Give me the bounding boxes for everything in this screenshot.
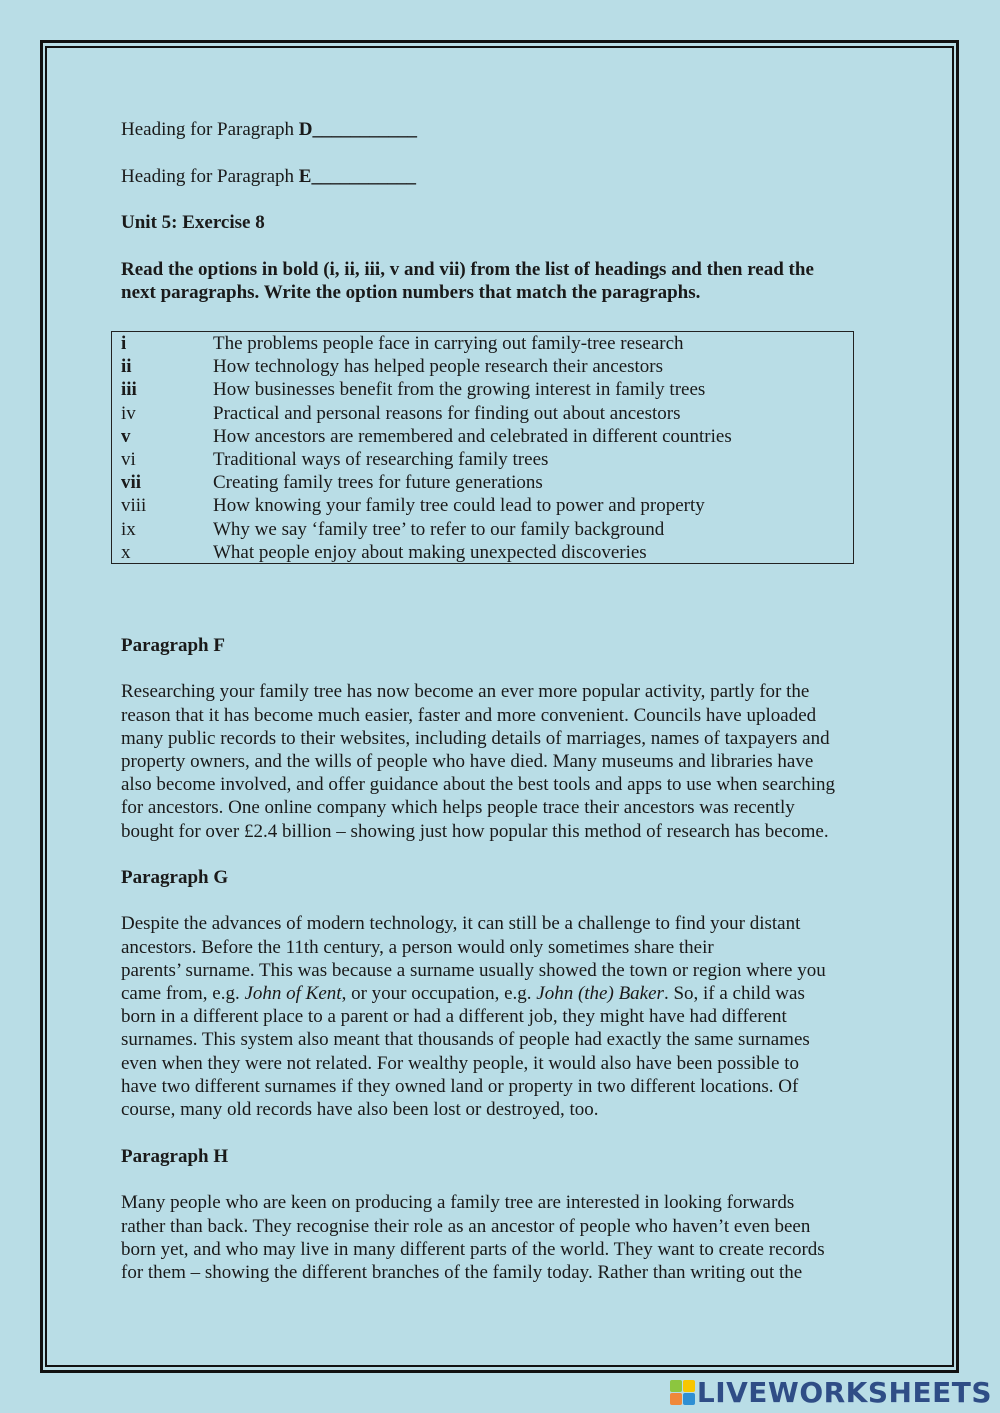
paragraph-g-line: born in a different place to a parent or had a different job, they might have had different: [121, 1006, 787, 1028]
heading-option-row: [121, 518, 853, 541]
heading-option-text: How businesses benefit from the growing interest in family trees: [213, 379, 706, 401]
heading-option-number: vi: [121, 448, 136, 470]
paragraph-f-text: [121, 680, 891, 842]
heading-option-number: v: [121, 425, 131, 447]
paragraph-g-title: Paragraph G: [121, 867, 229, 888]
heading-option-text: What people enjoy about making unexpected discoveries: [213, 541, 647, 563]
instruction-line-2: next paragraphs. Write the option numbers that match the paragraphs.: [121, 282, 701, 304]
paragraph-f-line: bought for over £2.4 billion – showing just how popular this method of research has become.: [121, 820, 829, 842]
paragraph-f-line: Researching your family tree has now become an ever more popular activity, partly for the: [121, 681, 810, 703]
paragraph-g: [121, 866, 891, 1121]
paragraph-g-line: have two different surnames if they owned land or property in two different locations. Of: [121, 1075, 799, 1097]
heading-option-row: [121, 448, 853, 471]
heading-option-number: ix: [121, 518, 136, 540]
heading-option-text: Creating family trees for future generations: [213, 472, 543, 494]
heading-option-row: [121, 541, 853, 564]
paragraph-g-line: came from, e.g. John of Kent, or your occupation, e.g. John (the) Baker. So, if a child was: [121, 983, 805, 1004]
paragraph-f-line: property owners, and the wills of people who have died. Many museums and libraries have: [121, 751, 814, 772]
liveworksheets-logo-text: LIVEWORKSHEETS: [696, 1376, 992, 1409]
heading-option-number: iv: [121, 402, 136, 424]
list-of-headings: [111, 331, 854, 564]
paragraph-f: [121, 634, 891, 843]
heading-option-row: [121, 402, 853, 425]
heading-option-text: How technology has helped people research their ancestors: [213, 356, 664, 378]
heading-option-text: How knowing your family tree could lead to power and property: [213, 495, 705, 517]
instruction-line-1: Read the options in bold (i, ii, iii, v and vii) from the list of headings and then read the: [121, 258, 814, 280]
heading-option-row: [121, 378, 853, 401]
heading-e-blank[interactable]: ___________: [311, 165, 416, 187]
paragraph-h-line: born yet, and who may live in many different parts of the world. They want to create records: [121, 1238, 825, 1260]
paragraph-f-line: for ancestors. One online company which helps people trace their ancestors was recently: [121, 797, 795, 819]
paragraph-g-line: surnames. This system also meant that thousands of people had exactly the same surnames: [121, 1029, 810, 1051]
paragraph-f-line: also become involved, and offer guidance about the best tools and apps to use when searching: [121, 774, 836, 796]
paragraph-g-line: even when they were not related. For wealthy people, it would also have been possible to: [121, 1052, 799, 1074]
paragraph-g-line: ancestors. Before the 11th century, a person would only sometimes share their: [121, 936, 714, 958]
heading-option-number: iii: [121, 379, 137, 401]
heading-e-line: Heading for Paragraph E___________: [121, 165, 416, 187]
paragraph-g-line: parents’ surname. This was because a surname usually showed the town or region where you: [121, 959, 826, 981]
heading-option-text: Why we say ‘family tree’ to refer to our family background: [213, 518, 665, 540]
heading-option-number: viii: [121, 495, 147, 517]
paragraph-g-line: course, many old records have also been lost or destroyed, too.: [121, 1099, 599, 1121]
heading-d-blank[interactable]: ___________: [312, 119, 418, 140]
paragraph-h-title: Paragraph H: [121, 1146, 229, 1167]
heading-option-row: [121, 425, 853, 448]
paragraph-h-text: [121, 1191, 891, 1284]
paragraph-h-line: rather than back. They recognise their role as an ancestor of people who haven’t even been: [121, 1215, 811, 1237]
paragraph-f-line: reason that it has become much easier, faster and more convenient. Councils have uploaded: [121, 704, 817, 726]
heading-option-number: x: [121, 541, 131, 563]
paragraph-g-line: Despite the advances of modern technology, it can still be a challenge to find your distant: [121, 913, 801, 935]
liveworksheets-logo[interactable]: [670, 1376, 992, 1409]
heading-option-row: [121, 471, 853, 494]
unit-title: Unit 5: Exercise 8: [121, 212, 265, 234]
heading-d-line: Heading for Paragraph D___________: [121, 119, 418, 140]
paragraph-f-line: many public records to their websites, including details of marriages, names of taxpayers and: [121, 727, 830, 749]
heading-option-number: ii: [121, 356, 132, 378]
heading-option-row: [121, 332, 853, 355]
heading-option-text: Practical and personal reasons for finding out about ancestors: [213, 402, 681, 424]
heading-option-text: The problems people face in carrying out family-tree research: [213, 333, 684, 354]
exercise-header: [121, 118, 891, 304]
heading-option-text: How ancestors are remembered and celebrated in different countries: [213, 425, 732, 447]
heading-option-number: i: [121, 333, 127, 354]
paragraph-h: [121, 1145, 891, 1284]
heading-option-row: [121, 355, 853, 378]
paragraph-f-title: Paragraph F: [121, 635, 225, 656]
paragraph-h-line: Many people who are keen on producing a family tree are interested in looking forwards: [121, 1192, 795, 1214]
heading-option-row: [121, 494, 853, 517]
heading-option-number: vii: [121, 472, 142, 494]
liveworksheets-logo-icon: [670, 1380, 695, 1405]
paragraph-h-line: for them – showing the different branches of the family today. Rather than writing out the: [121, 1262, 803, 1283]
heading-option-text: Traditional ways of researching family trees: [213, 448, 549, 470]
